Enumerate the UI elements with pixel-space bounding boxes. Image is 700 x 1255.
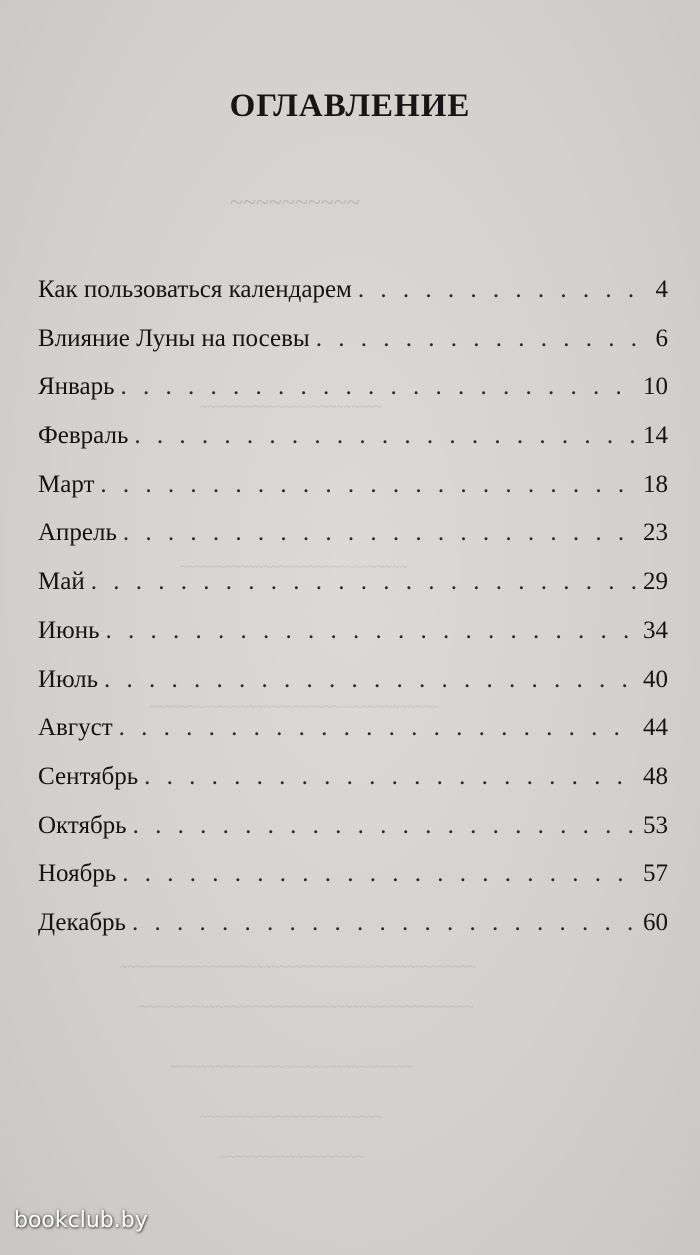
toc-entry-page-number: 6 bbox=[655, 324, 668, 352]
toc-entry bbox=[38, 519, 668, 568]
toc-entry bbox=[38, 909, 668, 958]
toc-entry-page-number: 60 bbox=[643, 908, 668, 936]
watermark: bookclub.by bbox=[14, 1208, 148, 1233]
show-through-decoration: ~~~~~~~~~~~~~~~~~~~~~~~~~~~~~~~~ bbox=[170, 1060, 413, 1075]
toc-entry bbox=[38, 373, 668, 422]
toc-entry-label: Как пользоваться календарем bbox=[38, 276, 352, 303]
show-through-decoration: ~~~~~~~~~~~~~~~~~~~~~~~~ bbox=[200, 400, 382, 415]
toc-leader-dots bbox=[316, 325, 650, 353]
toc-entry-label: Март bbox=[38, 470, 95, 498]
toc-leader-dots bbox=[122, 860, 637, 888]
toc-leader-dots bbox=[100, 471, 637, 499]
toc-entry bbox=[38, 812, 668, 861]
toc-entry-label: Август bbox=[38, 714, 113, 742]
table-of-contents bbox=[38, 276, 668, 958]
toc-leader-dots bbox=[91, 568, 637, 596]
toc-entry-page-number: 57 bbox=[643, 860, 668, 888]
toc-entry bbox=[38, 276, 668, 325]
toc-entry-page-number: 14 bbox=[643, 422, 668, 450]
toc-leader-dots bbox=[133, 812, 637, 840]
toc-entry-label: Декабрь bbox=[38, 908, 126, 936]
show-through-decoration: ~~~~~~~~~~~~~~~~~~~~~~~~~~~~~~ bbox=[180, 560, 408, 575]
show-through-decoration: ~~~~~~~~~~~~~~~~~~~ bbox=[220, 1150, 364, 1165]
show-through-decoration: ~~~~~~~~~~~~~~~~~~~~~~~~~~~~~~~~~~~~~~ bbox=[150, 700, 438, 715]
toc-leader-dots bbox=[132, 909, 637, 937]
toc-entry bbox=[38, 471, 668, 520]
toc-entry bbox=[38, 666, 668, 715]
toc-leader-dots bbox=[106, 617, 637, 645]
toc-entry-label: Апрель bbox=[38, 519, 117, 547]
toc-entry-page-number: 10 bbox=[643, 373, 668, 401]
toc-entry bbox=[38, 763, 668, 812]
toc-entry-page-number: 4 bbox=[655, 276, 668, 303]
toc-entry-page-number: 53 bbox=[643, 811, 668, 839]
toc-entry bbox=[38, 422, 668, 471]
toc-entry-label: Июль bbox=[38, 665, 98, 693]
toc-entry-label: Ноябрь bbox=[38, 860, 117, 888]
toc-entry-label: Февраль bbox=[38, 422, 129, 450]
toc-leader-dots bbox=[104, 666, 637, 694]
toc-entry-label: Октябрь bbox=[38, 811, 127, 839]
toc-entry-page-number: 29 bbox=[643, 568, 668, 596]
toc-entry-label: Июнь bbox=[38, 616, 100, 644]
toc-entry-label: Сентябрь bbox=[38, 762, 139, 790]
toc-leader-dots bbox=[134, 422, 637, 450]
toc-entry bbox=[38, 617, 668, 666]
toc-entry bbox=[38, 568, 668, 617]
toc-leader-dots bbox=[144, 763, 637, 791]
toc-entry-page-number: 18 bbox=[643, 470, 668, 498]
toc-leader-dots bbox=[119, 714, 637, 742]
toc-entry-page-number: 48 bbox=[643, 762, 668, 790]
toc-leader-dots bbox=[358, 276, 650, 304]
toc-entry bbox=[38, 860, 668, 909]
toc-entry-label: Влияние Луны на посевы bbox=[38, 324, 310, 352]
toc-entry-page-number: 40 bbox=[643, 665, 668, 693]
toc-leader-dots bbox=[123, 519, 637, 547]
show-through-decoration: ~~~~~~~~~~~~~~~~~~~~~~~~~~~~~~~~~~~~~~~~~~~~ bbox=[140, 1000, 474, 1015]
toc-entry bbox=[38, 325, 668, 374]
toc-entry-page-number: 23 bbox=[643, 519, 668, 547]
toc-entry bbox=[38, 714, 668, 763]
toc-entry-label: Май bbox=[38, 568, 85, 596]
toc-entry-page-number: 44 bbox=[643, 714, 668, 742]
toc-entry-page-number: 34 bbox=[643, 616, 668, 644]
toc-entry-label: Январь bbox=[38, 373, 115, 401]
show-through-decoration: ~~~~~~~~~~ bbox=[230, 190, 360, 216]
show-through-decoration: ~~~~~~~~~~~~~~~~~~~~~~~~~~~~~~~~~~~~~~~~~~~~~~~ bbox=[120, 960, 476, 975]
toc-leader-dots bbox=[121, 373, 637, 401]
show-through-decoration: ~~~~~~~~~~~~~~~~~~~~~~~~ bbox=[200, 1110, 382, 1125]
page-title: ОГЛАВЛЕНИЕ bbox=[229, 88, 471, 124]
